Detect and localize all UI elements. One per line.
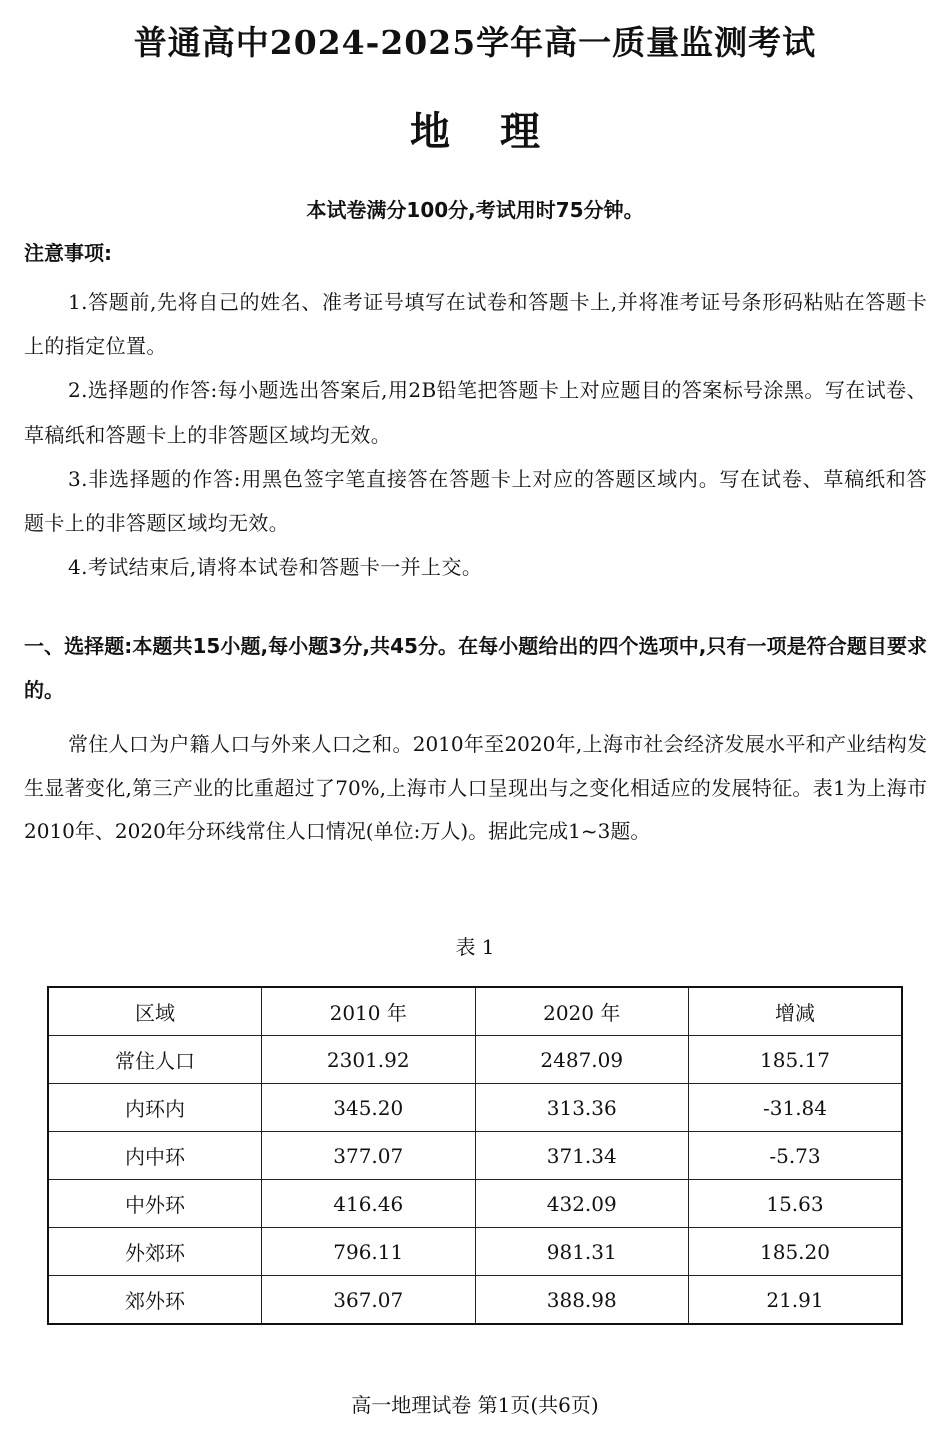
table-cell: 416.46 xyxy=(262,1180,476,1228)
notice-heading: 注意事项: xyxy=(24,241,112,265)
exam-title: 普通高中2024-2025学年高一质量监测考试 xyxy=(133,23,817,62)
notice-item: 3.非选择题的作答:用黑色签字笔直接答在答题卡上对应的答题区域内。写在试卷、草稿纸和答题卡上的非答题区域均无效。 xyxy=(24,466,927,536)
table-cell: 185.20 xyxy=(689,1228,903,1276)
table-cell: 2301.92 xyxy=(262,1036,476,1084)
table-header-row xyxy=(48,987,902,1036)
table-cell: -5.73 xyxy=(689,1132,903,1180)
table-cell: 388.98 xyxy=(475,1276,689,1325)
exam-intro: 本试卷满分100分,考试用时75分钟。 xyxy=(306,198,644,222)
table-cell: 郊外环 xyxy=(48,1276,262,1325)
table-cell: 185.17 xyxy=(689,1036,903,1084)
question-passage xyxy=(24,723,927,854)
table-cell: -31.84 xyxy=(689,1084,903,1132)
column-header: 增减 xyxy=(689,987,903,1036)
table-row xyxy=(48,1228,902,1276)
table-cell: 外郊环 xyxy=(48,1228,262,1276)
table-caption: 表 1 xyxy=(455,935,495,959)
notice-item: 4.考试结束后,请将本试卷和答题卡一并上交。 xyxy=(68,555,483,580)
table-cell: 371.34 xyxy=(475,1132,689,1180)
subject-title: 地理 xyxy=(410,108,590,155)
table-cell: 2487.09 xyxy=(475,1036,689,1084)
table-row xyxy=(48,1276,902,1325)
table-cell: 15.63 xyxy=(689,1180,903,1228)
table-cell: 432.09 xyxy=(475,1180,689,1228)
table-cell: 981.31 xyxy=(475,1228,689,1276)
column-header: 区域 xyxy=(48,987,262,1036)
table-cell: 345.20 xyxy=(262,1084,476,1132)
notice-item: 1.答题前,先将自己的姓名、准考证号填写在试卷和答题卡上,并将准考证号条形码粘贴在答题卡上的指定位置。 xyxy=(24,290,927,359)
table-cell: 内环内 xyxy=(48,1084,262,1132)
column-header: 2020 年 xyxy=(475,987,689,1036)
table-cell: 常住人口 xyxy=(48,1036,262,1084)
table-cell: 367.07 xyxy=(262,1276,476,1325)
column-header: 2010 年 xyxy=(262,987,476,1036)
table-cell: 21.91 xyxy=(689,1276,903,1325)
table-row xyxy=(48,1132,902,1180)
table-row xyxy=(48,1180,902,1228)
table-row xyxy=(48,1084,902,1132)
table-cell: 377.07 xyxy=(262,1132,476,1180)
page-footer: 高一地理试卷 第1页(共6页) xyxy=(351,1393,599,1417)
table-cell: 中外环 xyxy=(48,1180,262,1228)
table-cell: 796.11 xyxy=(262,1228,476,1276)
notice-item: 2.选择题的作答:每小题选出答案后,用2B铅笔把答题卡上对应题目的答案标号涂黑。写在试卷、草稿纸和答题卡上的非答题区域均无效。 xyxy=(24,378,927,447)
section-heading: 一、选择题:本题共15小题,每小题3分,共45分。在每小题给出的四个选项中,只有一项是符合题目要求的。 xyxy=(24,634,927,702)
population-table xyxy=(47,986,903,1325)
table-cell: 内中环 xyxy=(48,1132,262,1180)
notice-list xyxy=(24,280,927,589)
passage-text: 常住人口为户籍人口与外来人口之和。2010年至2020年,上海市社会经济发展水平和产业结构发生显著变化,第三产业的比重超过了70%,上海市人口呈现出与之变化相适应的发展特征。表1为上海市2010年、2020年分环线常住人口情况(单位:万人)。据此完成1~3题。 xyxy=(24,732,927,843)
table-cell: 313.36 xyxy=(475,1084,689,1132)
table-row xyxy=(48,1036,902,1084)
